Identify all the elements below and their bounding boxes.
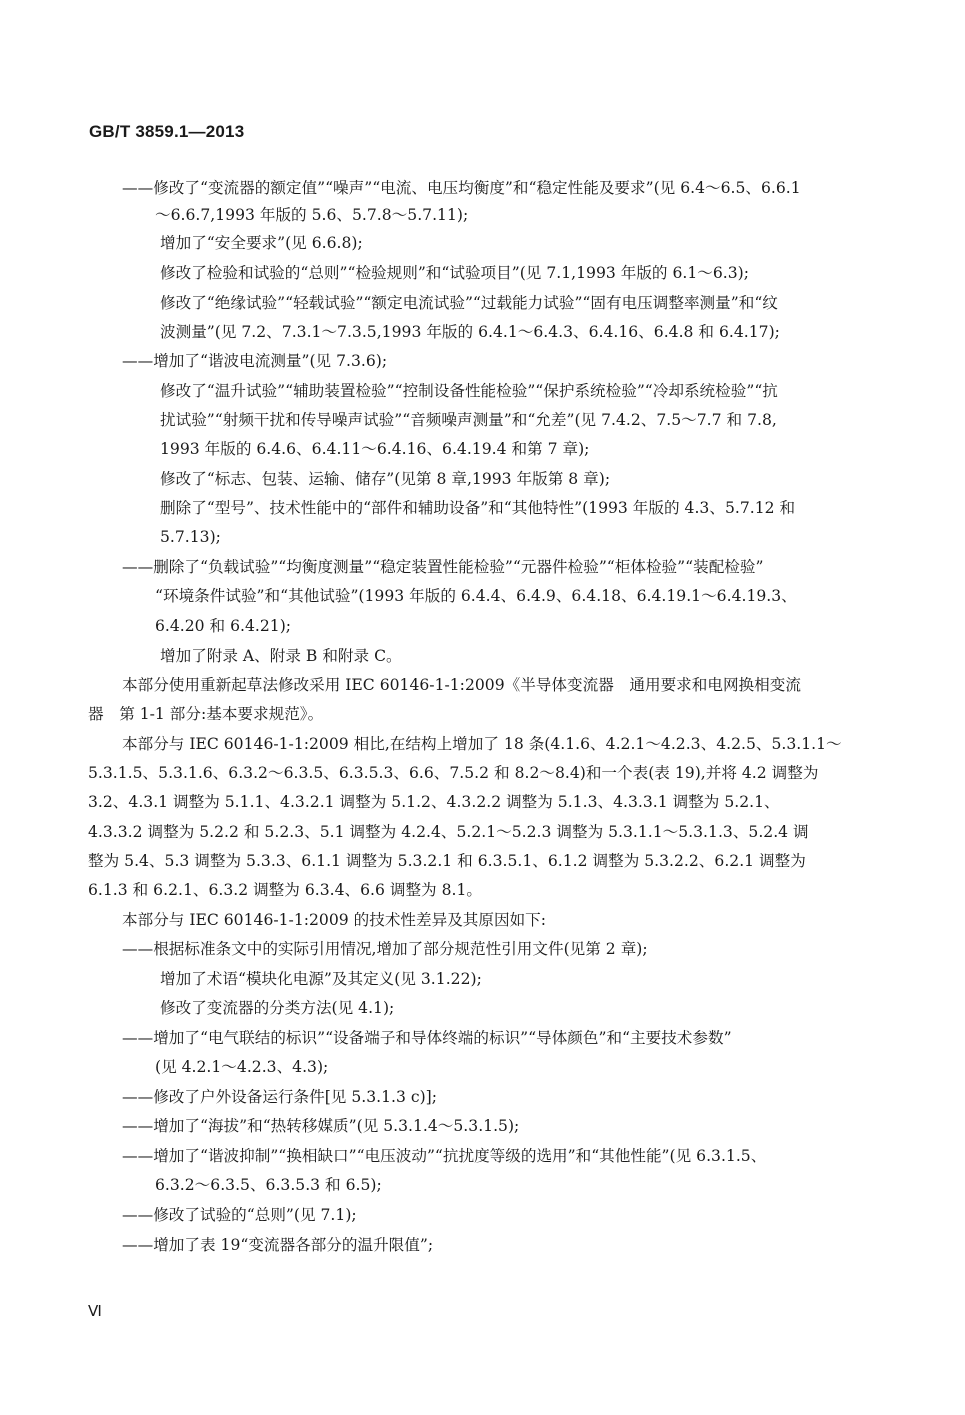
text-line: 增加了“安全要求”(见 6.6.8); bbox=[160, 234, 363, 252]
text-line: “环境条件试验”和“其他试验”(1993 年版的 6.4.4、6.4.9、6.4.18、6.4.19.1～6.4.19.3、 bbox=[155, 587, 797, 605]
text-line: 修改了“绝缘试验”“轻载试验”“额定电流试验”“过载能力试验”“固有电压调整率测量”和“纹 bbox=[160, 294, 778, 312]
text-line: 修改了检验和试验的“总则”“检验规则”和“试验项目”(见 7.1,1993 年版的 6.1～6.3); bbox=[160, 264, 750, 282]
text-line: 修改了变流器的分类方法(见 4.1); bbox=[160, 999, 395, 1017]
text-line: 增加了附录 A、附录 B 和附录 C。 bbox=[160, 647, 402, 665]
text-line: 器 第 1-1 部分:基本要求规范》。 bbox=[88, 705, 324, 723]
text-line: 扰试验”“射频干扰和传导噪声试验”“音频噪声测量”和“允差”(见 7.4.2、7.5～7.7 和 7.8, bbox=[160, 411, 777, 429]
text-line: ——修改了“变流器的额定值”“噪声”“电流、电压均衡度”和“稳定性能及要求”(见 6.4～6.5、6.6.1 bbox=[122, 179, 801, 197]
text-line: ——增加了“谐波电流测量”(见 7.3.6); bbox=[122, 352, 388, 370]
text-line: 3.2、4.3.1 调整为 5.1.1、4.3.2.1 调整为 5.1.2、4.3.2.2 调整为 5.1.3、4.3.3.1 调整为 5.2.1、 bbox=[88, 793, 780, 811]
text-line: 修改了“温升试验”“辅助装置检验”“控制设备性能检验”“保护系统检验”“冷却系统检验”“抗 bbox=[160, 382, 778, 400]
text-line: ——增加了“海拔”和“热转移媒质”(见 5.3.1.4～5.3.1.5); bbox=[122, 1117, 520, 1135]
text-line: 修改了“标志、包装、运输、储存”(见第 8 章,1993 年版第 8 章); bbox=[160, 470, 611, 488]
text-line: 删除了“型号”、技术性能中的“部件和辅助设备”和“其他特性”(1993 年版的 4.3、5.7.12 和 bbox=[160, 499, 796, 517]
text-line: 本部分与 IEC 60146-1-1:2009 相比,在结构上增加了 18 条(4.1.6、4.2.1～4.2.3、4.2.5、5.3.1.1～ bbox=[122, 735, 842, 753]
standard-number: GB/T 3859.1—2013 bbox=[89, 122, 245, 141]
text-line: 本部分使用重新起草法修改采用 IEC 60146-1-1:2009《半导体变流器 通用要求和电网换相变流 bbox=[122, 676, 801, 694]
text-line: 增加了术语“模块化电源”及其定义(见 3.1.22); bbox=[160, 970, 482, 988]
text-line: ——增加了“电气联结的标识”“设备端子和导体终端的标识”“导体颜色”和“主要技术参数” bbox=[122, 1029, 732, 1047]
text-line: ——根据标准条文中的实际引用情况,增加了部分规范性引用文件(见第 2 章); bbox=[122, 940, 648, 958]
text-line: (见 4.2.1～4.2.3、4.3); bbox=[155, 1058, 329, 1076]
text-line: 整为 5.4、5.3 调整为 5.3.3、6.1.1 调整为 5.3.2.1 和 6.3.5.1、6.1.2 调整为 5.3.2.2、6.2.1 调整为 bbox=[88, 852, 806, 870]
text-line: ——增加了“谐波抑制”“换相缺口”“电压波动”“抗扰度等级的选用”和“其他性能”(见 6.3.1.5、 bbox=[122, 1147, 767, 1165]
text-line: 波测量”(见 7.2、7.3.1～7.3.5,1993 年版的 6.4.1～6.4.3、6.4.16、6.4.8 和 6.4.17); bbox=[160, 323, 780, 341]
text-line: 本部分与 IEC 60146-1-1:2009 的技术性差异及其原因如下: bbox=[122, 911, 547, 929]
text-line: 5.3.1.5、5.3.1.6、6.3.2～6.3.5、6.3.5.3、6.6、7.5.2 和 8.2～8.4)和一个表(表 19),并将 4.2 调整为 bbox=[88, 764, 819, 782]
text-line: ——删除了“负载试验”“均衡度测量”“稳定装置性能检验”“元器件检验”“柜体检验”“装配检验” bbox=[122, 558, 764, 576]
text-line: 6.1.3 和 6.2.1、6.3.2 调整为 6.3.4、6.6 调整为 8.1。 bbox=[88, 881, 482, 899]
text-line: ～6.6.7,1993 年版的 5.6、5.7.8～5.7.11); bbox=[155, 206, 469, 224]
text-line: 4.3.3.2 调整为 5.2.2 和 5.2.3、5.1 调整为 4.2.4、5.2.1～5.2.3 调整为 5.3.1.1～5.3.1.3、5.2.4 调 bbox=[88, 823, 809, 841]
text-line: 1993 年版的 6.4.6、6.4.11～6.4.16、6.4.19.4 和第 7 章); bbox=[160, 440, 590, 458]
text-line: ——增加了表 19“变流器各部分的温升限值”; bbox=[122, 1236, 434, 1254]
text-line: 6.4.20 和 6.4.21); bbox=[155, 617, 292, 635]
page-number: Ⅵ bbox=[88, 1303, 102, 1320]
text-line: 5.7.13); bbox=[160, 528, 221, 546]
text-line: ——修改了试验的“总则”(见 7.1); bbox=[122, 1206, 357, 1224]
text-line: 6.3.2～6.3.5、6.3.5.3 和 6.5); bbox=[155, 1176, 382, 1194]
text-line: ——修改了户外设备运行条件[见 5.3.1.3 c)]; bbox=[122, 1088, 438, 1106]
